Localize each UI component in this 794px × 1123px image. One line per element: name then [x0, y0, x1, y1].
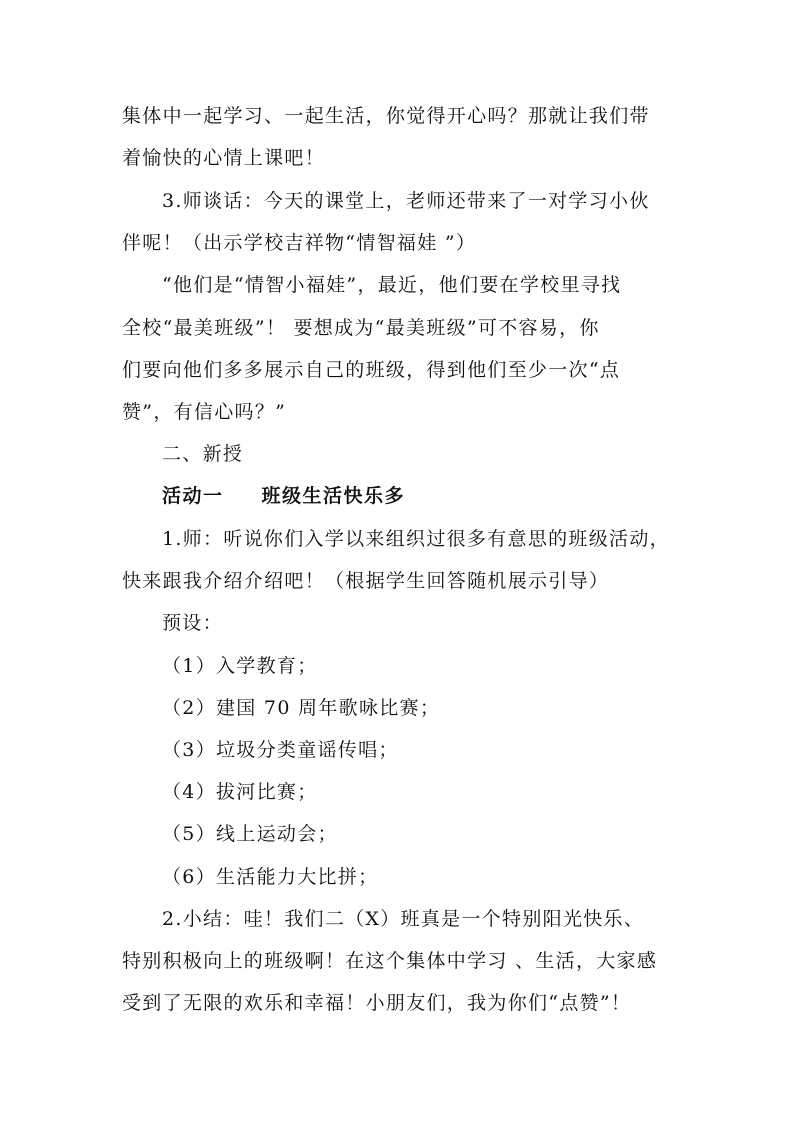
text-line: 赞”，有信心吗？”	[122, 401, 287, 423]
activity-label: 活动一	[162, 485, 224, 507]
text-line: 3.师谈话：今天的课堂上，老师还带来了一对学习小伙	[162, 190, 650, 212]
list-item: （4）拔河比赛；	[162, 781, 318, 803]
text-line: 着愉快的心情上课吧！	[122, 147, 326, 169]
text-line: 全校“最美班级”！ 要想成为“最美班级”可不容易，你	[122, 317, 600, 339]
text-line: 快来跟我介绍介绍吧！（根据学生回答随机展示引导）	[122, 570, 610, 592]
activity-title: 班级生活快乐多	[261, 485, 406, 507]
text-line: 受到了无限的欢乐和幸福！小朋友们，我为你们“点赞”！	[122, 992, 632, 1014]
list-item: （6）生活能力大比拼；	[162, 866, 379, 888]
list-item: （5）线上运动会；	[162, 823, 338, 845]
list-item: （3）垃圾分类童谣传唱；	[162, 739, 399, 761]
text-line: 预设：	[162, 612, 223, 634]
text-line: 伴呢！（出示学校吉祥物“情智福娃 ”）	[122, 232, 477, 254]
text-line: 特别积极向上的班级啊！在这个集体中学习 、生活，大家感	[122, 950, 658, 972]
text-line: 1.师：听说你们入学以来组织过很多有意思的班级活动，	[162, 528, 670, 550]
text-line: 2.小结：哇！我们二（X）班真是一个特别阳光快乐、	[162, 908, 645, 930]
list-item: （1）入学教育；	[162, 655, 318, 677]
text-line: 集体中一起学习、一起生活，你觉得开心吗？那就让我们带	[122, 105, 650, 127]
text-line: 们要向他们多多展示自己的班级，得到他们至少一次“点	[122, 359, 621, 381]
section-heading: 二、新授	[162, 443, 244, 465]
activity-heading	[162, 484, 405, 508]
text-line: “他们是“情智小福娃”，最近，他们要在学校里寻找	[162, 274, 622, 296]
list-item: （2）建国 70 周年歌咏比赛；	[162, 697, 441, 719]
